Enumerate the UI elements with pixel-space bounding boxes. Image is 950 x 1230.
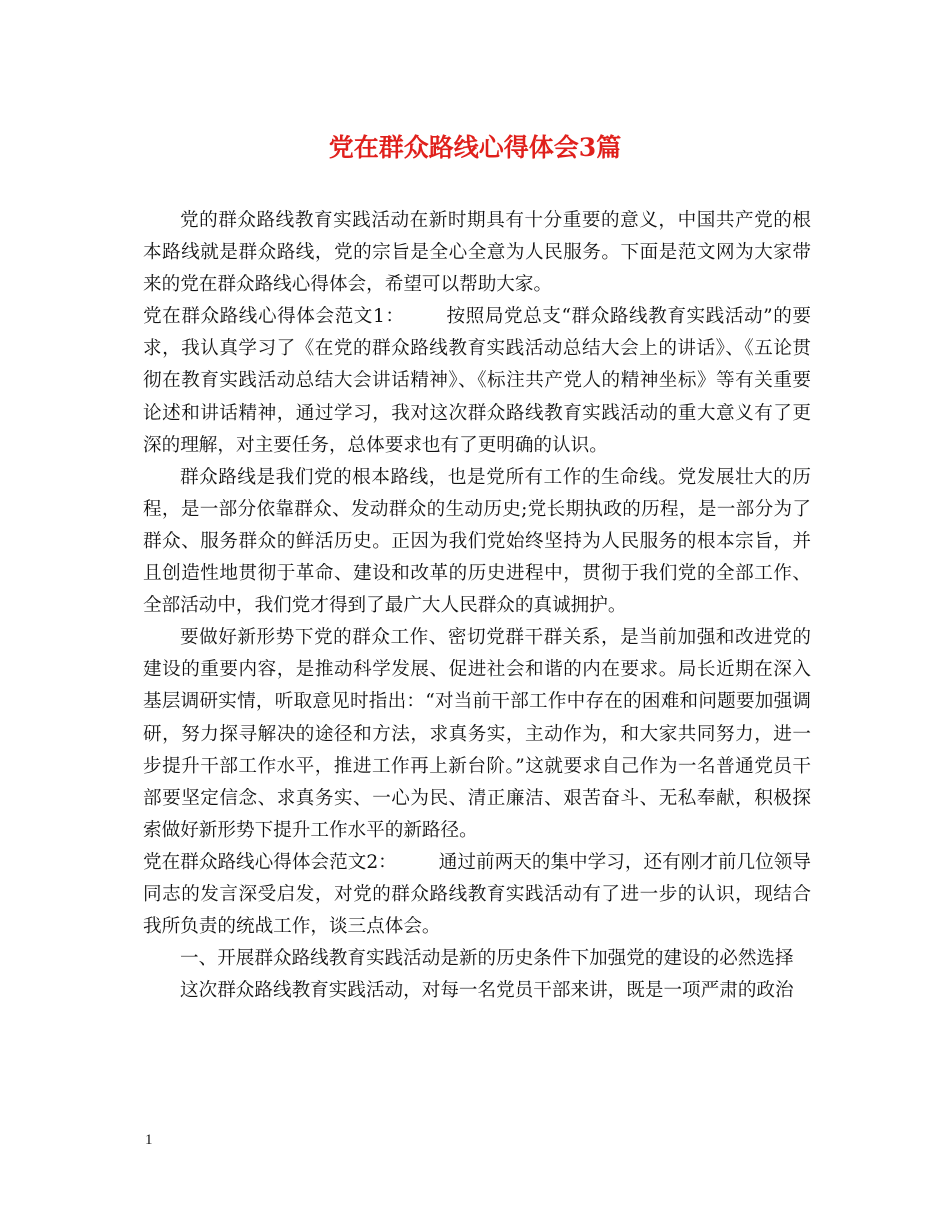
paragraph-section-one: 一、开展群众路线教育实践活动是新的历史条件下加强党的建设的必然选择	[180, 948, 794, 970]
sample-1-text: 按照局党总支“群众路线教育实践活动”的要求，我认真学习了《在党的群众路线教育实践活动总结大会上的讲话》、《五论贯彻在教育实践活动总结大会讲话精神》、《标注共产党人的精神坐标》等有关重要论述和讲话精神，通过学习，我对这次群众路线教育实践活动的重大意义有了更深的理解，对主要任务，总体要求也有了更明确的认识。	[143, 306, 811, 456]
paragraph-intro: 党的群众路线教育实践活动在新时期具有十分重要的意义，中国共产党的根本路线就是群众路线，党的宗旨是全心全意为人民服务。下面是范文网为大家带来的党在群众路线心得体会，希望可以帮助大家。	[143, 210, 811, 296]
sample-2-heading: 党在群众路线心得体会范文2：	[143, 851, 397, 873]
paragraph-mass-line: 群众路线是我们党的根本路线，也是党所有工作的生命线。党发展壮大的历程，是一部分依靠群众、发动群众的生动历史;党长期执政的历程，是一部分为了群众、服务群众的鲜活历史。正因为我们党始终坚持为人民服务的根本宗旨，并且创造性地贯彻于革命、建设和改革的历史进程中，贯彻于我们党的全部工作、全部活动中，我们党才得到了最广大人民群众的真诚拥护。	[143, 466, 811, 617]
paragraph-sample-1	[143, 301, 811, 461]
paragraph-new-situation: 要做好新形势下党的群众工作、密切党群干群关系，是当前加强和改进党的建设的重要内容，是推动科学发展、促进社会和谐的内在要求。局长近期在深入基层调研实情，听取意见时指出：“对当前干部工作中存在的困难和问题要加强调研，努力探寻解决的途径和方法，求真务实，主动作为，和大家共同努力，进一步提升干部工作水平，推进工作再上新台阶。”这就要求自己作为一名普通党员干部要坚定信念、求真务实、一心为民、清正廉洁、艰苦奋斗、无私奉献，积极探索做好新形势下提升工作水平的新路径。	[143, 627, 811, 841]
paragraph-sample-2	[143, 847, 811, 943]
page-number: 1	[145, 1132, 153, 1148]
document-body	[143, 205, 811, 1007]
sample-2-text: 通过前两天的集中学习，还有刚才前几位领导同志的发言深受启发，对党的群众路线教育实践活动有了进一步的认识，现结合我所负责的统战工作，谈三点体会。	[143, 851, 811, 938]
paragraph-section-one-body: 这次群众路线教育实践活动，对每一名党员干部来讲，既是一项严肃的政治	[180, 980, 794, 1002]
document-title: 党在群众路线心得体会3篇	[328, 133, 622, 162]
sample-1-heading: 党在群众路线心得体会范文1：	[143, 306, 405, 328]
